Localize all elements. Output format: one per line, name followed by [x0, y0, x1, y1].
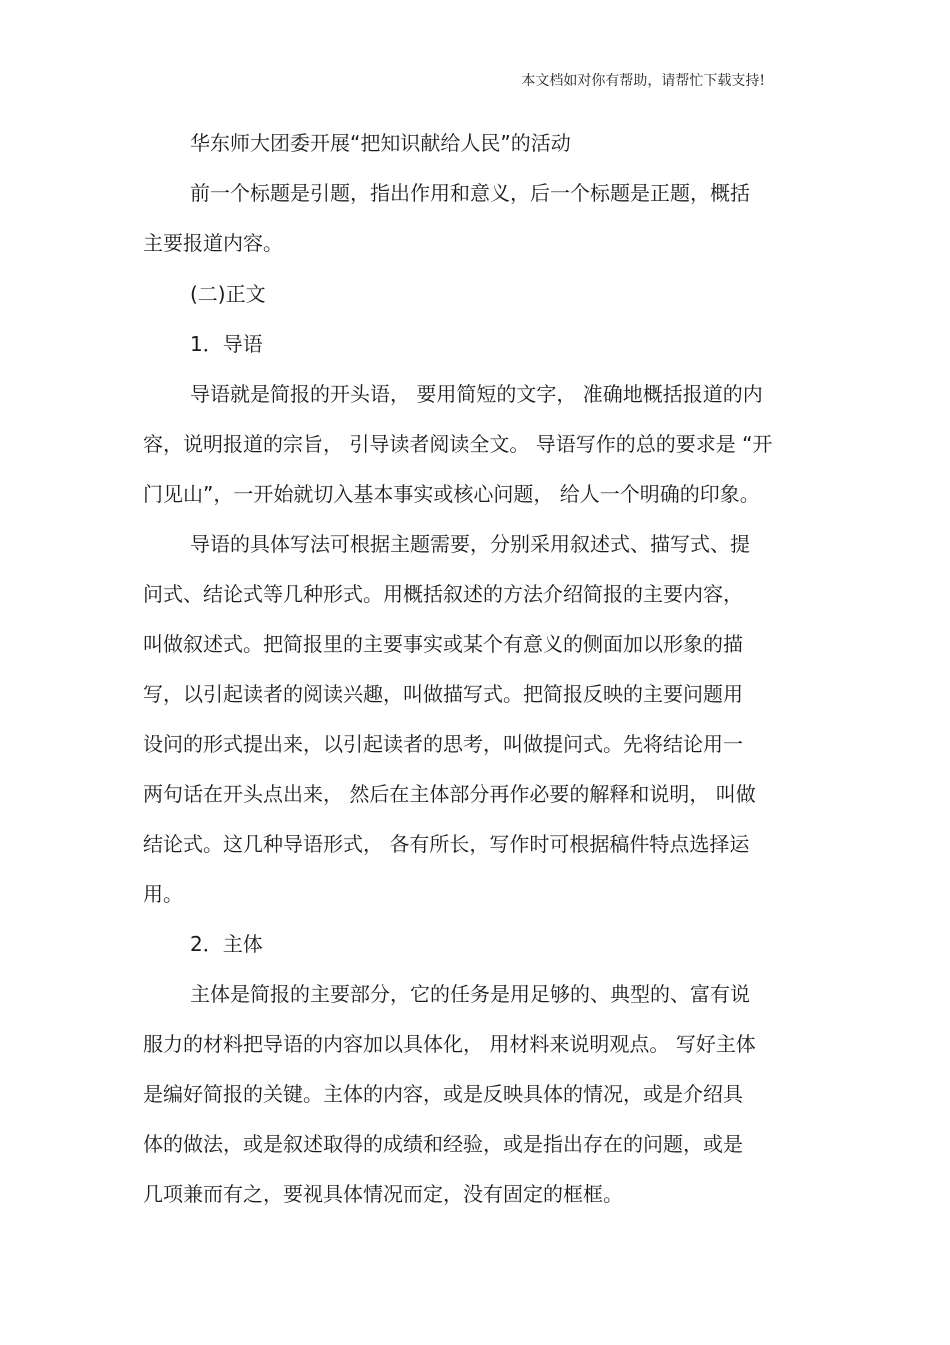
- header-note: 本文档如对你有帮助，请帮忙下载支持!: [521, 73, 765, 89]
- subsection-heading: 1．导语: [190, 332, 263, 356]
- paragraph-line: 两句话在开头点出来， 然后在主体部分再作必要的解释和说明， 叫做: [143, 782, 756, 806]
- section-heading: (二)正文: [190, 282, 266, 306]
- paragraph-line: 是编好简报的关键。主体的内容，或是反映具体的情况，或是介绍具: [143, 1082, 743, 1106]
- paragraph-line: 问式、结论式等几种形式。用概括叙述的方法介绍简报的主要内容，: [143, 582, 743, 606]
- paragraph-line: 几项兼而有之，要视具体情况而定，没有固定的框框。: [143, 1182, 623, 1206]
- paragraph-line: 主体是简报的主要部分，它的任务是用足够的、典型的、富有说: [190, 982, 750, 1006]
- paragraph-line: 导语的具体写法可根据主题需要，分别采用叙述式、描写式、提: [190, 532, 750, 556]
- paragraph-line: 写，以引起读者的阅读兴趣，叫做描写式。把简报反映的主要问题用: [143, 682, 743, 706]
- paragraph-line: 体的做法，或是叙述取得的成绩和经验，或是指出存在的问题，或是: [143, 1132, 743, 1156]
- paragraph-line: 用。: [143, 882, 183, 906]
- paragraph-line: 容，说明报道的宗旨， 引导读者阅读全文。 导语写作的总的要求是 “开: [143, 432, 773, 456]
- paragraph-line: 主要报道内容。: [143, 231, 283, 255]
- subsection-heading: 2．主体: [190, 932, 263, 956]
- paragraph-line: 设问的形式提出来，以引起读者的思考，叫做提问式。先将结论用一: [143, 732, 743, 756]
- paragraph-line: 门见山”，一开始就切入基本事实或核心问题， 给人一个明确的印象。: [143, 482, 760, 506]
- paragraph-line: 导语就是简报的开头语， 要用简短的文字， 准确地概括报道的内: [190, 382, 763, 406]
- paragraph-line: 叫做叙述式。把简报里的主要事实或某个有意义的侧面加以形象的描: [143, 632, 743, 656]
- paragraph-line: 服力的材料把导语的内容加以具体化， 用材料来说明观点。 写好主体: [143, 1032, 756, 1056]
- paragraph-line: 结论式。这几种导语形式， 各有所长，写作时可根据稿件特点选择运: [143, 832, 750, 856]
- paragraph-line: 前一个标题是引题，指出作用和意义，后一个标题是正题，概括: [190, 181, 750, 205]
- subtitle-line: 华东师大团委开展“把知识献给人民”的活动: [190, 131, 571, 155]
